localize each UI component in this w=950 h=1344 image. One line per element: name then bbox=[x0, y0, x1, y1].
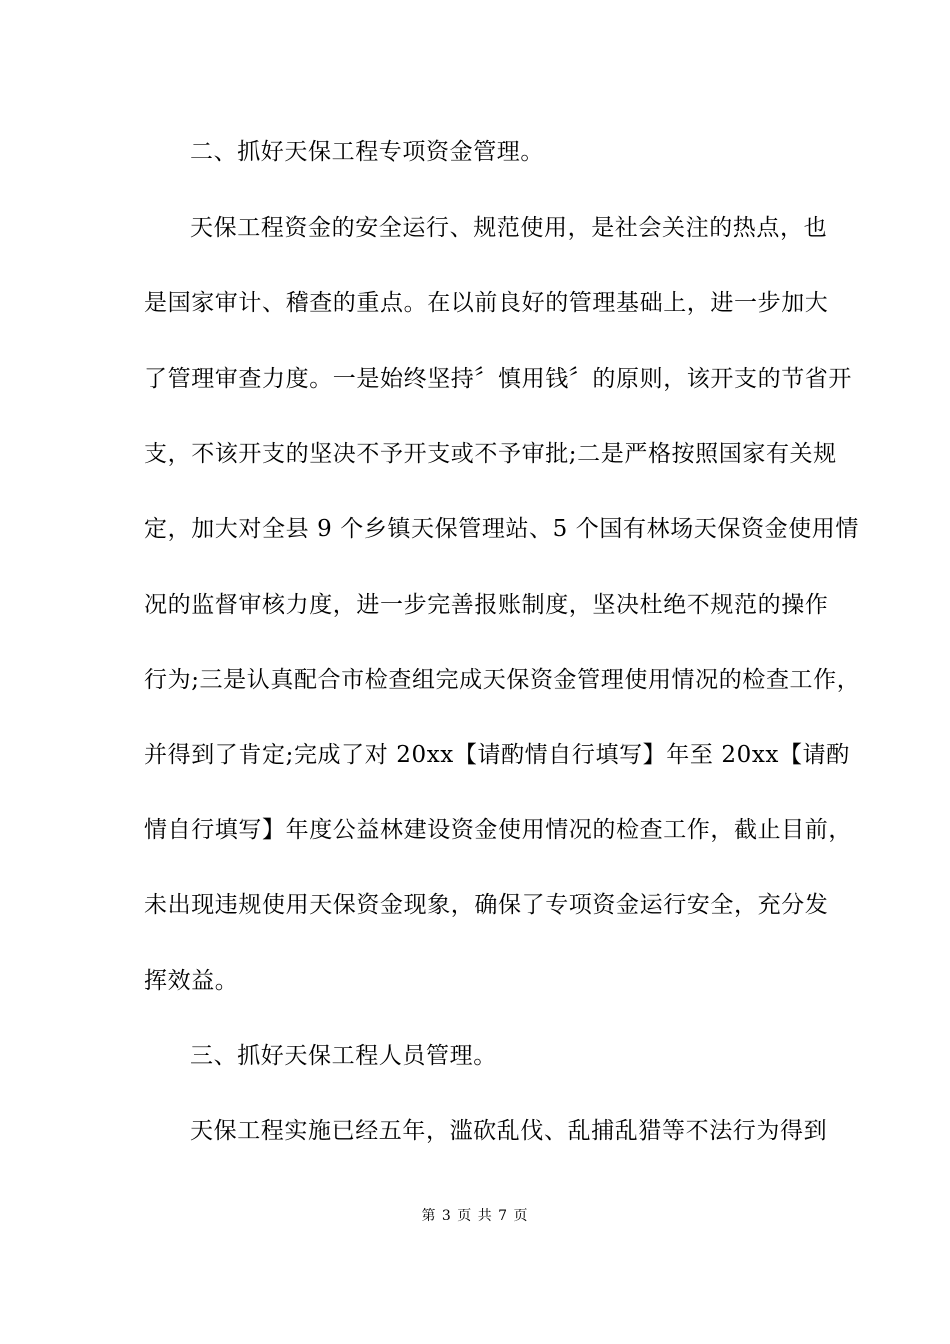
text-line: 天保工程实施已经五年，滥砍乱伐、乱捕乱猎等不法行为得到 bbox=[190, 1118, 828, 1144]
text-line: 支，不该开支的坚决不予开支或不予审批;二是严格按照国家有关规 bbox=[144, 441, 837, 467]
text-line: 了管理审查力度。一是始终坚持〞慎用钱〞的原则，该开支的节省开 bbox=[144, 366, 852, 392]
text-line: 挥效益。 bbox=[144, 968, 239, 994]
text-line: 是国家审计、稽查的重点。在以前良好的管理基础上，进一步加大 bbox=[144, 290, 829, 316]
text-line: 天保工程资金的安全运行、规范使用，是社会关注的热点，也 bbox=[190, 215, 828, 241]
text-line: 二、抓好天保工程专项资金管理。 bbox=[190, 139, 544, 165]
text-line: 未出现违规使用天保资金现象，确保了专项资金运行安全，充分发 bbox=[144, 892, 829, 918]
text-line: 三、抓好天保工程人员管理。 bbox=[190, 1043, 497, 1069]
text-line: 行为;三是认真配合市检查组完成天保资金管理使用情况的检查工作， bbox=[144, 667, 861, 693]
text-line: 定，加大对全县 9 个乡镇天保管理站、5 个国有林场天保资金使用情 bbox=[144, 516, 859, 542]
text-line: 情自行填写】年度公益林建设资金使用情况的检查工作，截止目前， bbox=[144, 817, 852, 843]
page-footer: 第 3 页 共 7 页 bbox=[421, 1208, 529, 1224]
text-line: 并得到了肯定;完成了对 20xx【请酌情自行填写】年至 20xx【请酌 bbox=[144, 742, 850, 768]
text-line: 况的监督审核力度，进一步完善报账制度，坚决杜绝不规范的操作 bbox=[144, 592, 829, 618]
